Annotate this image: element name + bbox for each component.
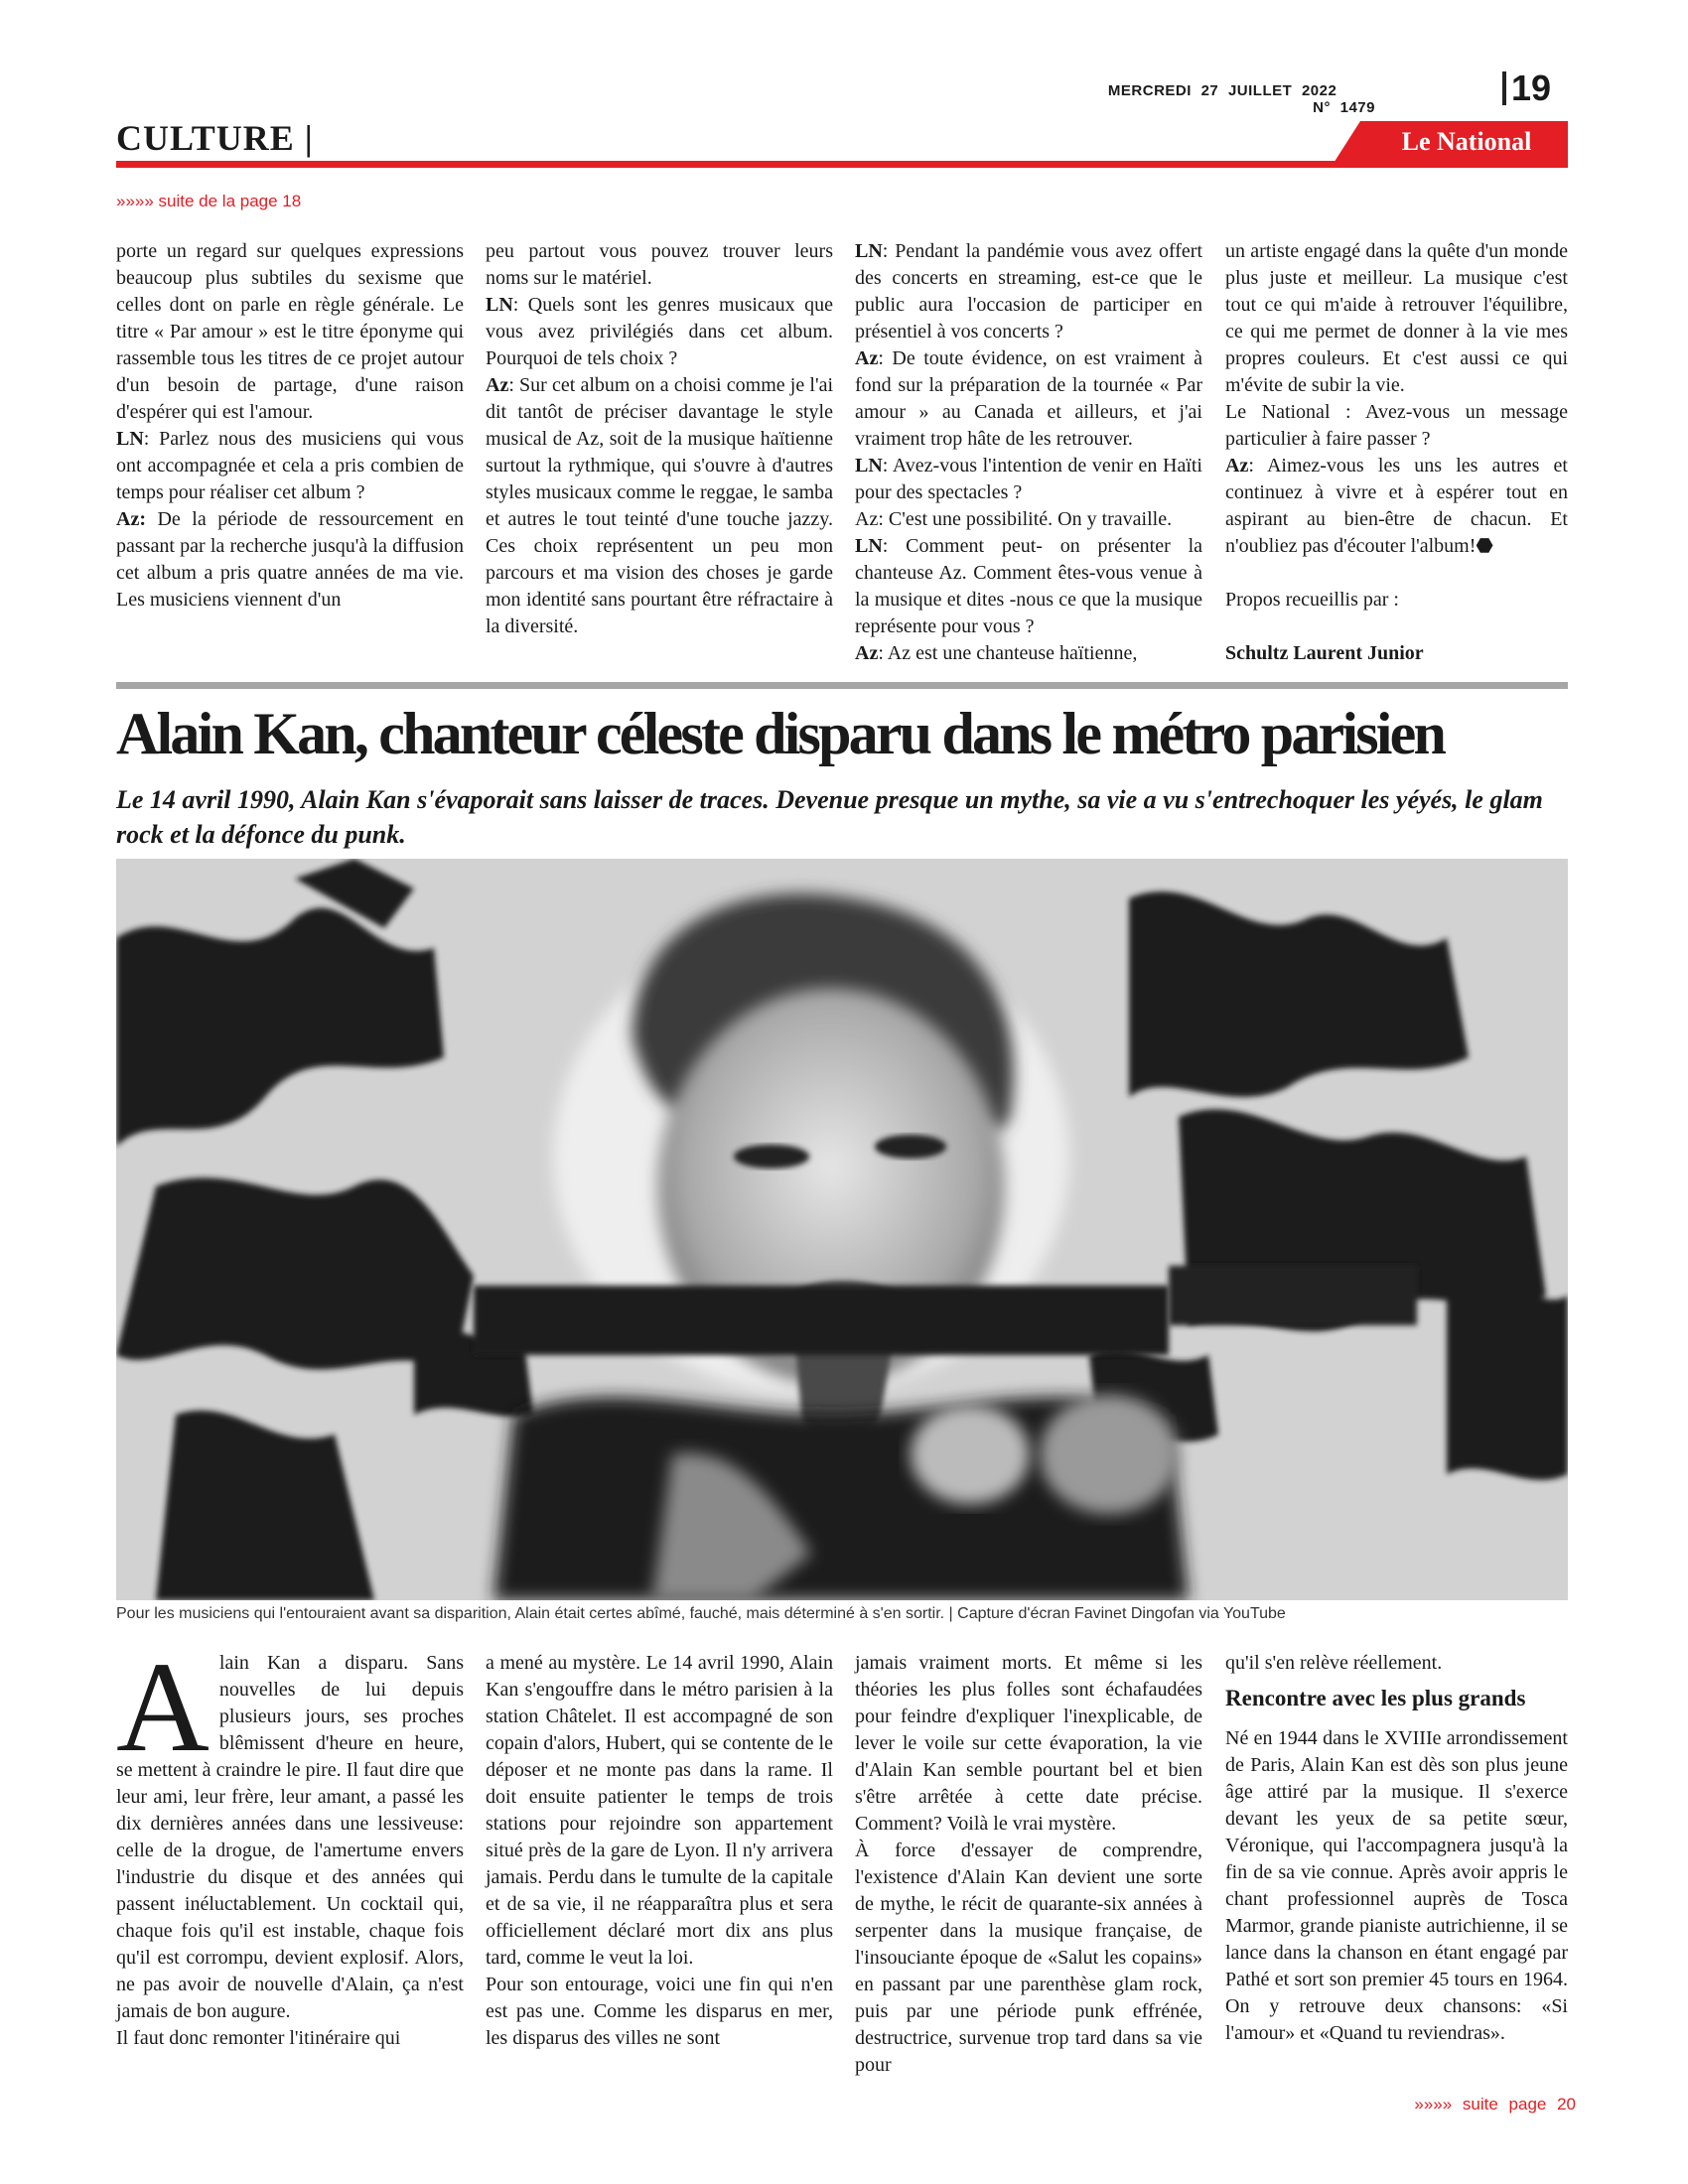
interview-text: : De toute évidence, on est vraiment à fond sur la préparation de la tournée « Par amour » au Canada et ailleurs, et j'ai vraiment trop hâte de les retrouver. [855, 347, 1202, 450]
issue-number: N° 1479 [1313, 99, 1375, 116]
interview-paragraph [855, 238, 1202, 345]
interview-column-1 [116, 238, 464, 614]
interview-paragraph [855, 533, 1202, 640]
article-paragraph: Né en 1944 dans le XVIIIe arrondissement de Paris, Alain Kan est dès son plus jeune âge attiré par la musique. Il s'exerce devant les yeux de sa petite sœur, Véronique, qui l'accompagnera jusqu'à la fin de sa vie connue. Après avoir appris le chant professionnel auprès de Tosca Marmor, grande pianiste autrichienne, il se lance dans la chanson en étant engagé par Pathé et sort son premier 45 tours en 1964. On y retrouve deux chansons: «Si l'amour» et «Quand tu reviendras». [1225, 1727, 1568, 2044]
interview-paragraph [116, 506, 464, 614]
article-column-3 [855, 1650, 1202, 2079]
interview-text: un artiste engagé dans la quête d'un monde plus juste et meilleur. La musique c'est tout ce qui m'aide à retrouver l'équilibre, ce qui me permet de donner à la vie mes propres couleurs. Et c'est aussi ce qui m'évite de subir la vie. [1225, 240, 1568, 396]
article-paragraph: À force d'essayer de comprendre, l'existence d'Alain Kan devient une sorte de mythe, le récit de quarante-six années à serpenter dans la musique française, de l'insouciante époque de «Salut les copains» en passant par une parenthèse glam rock, puis par une période punk effrénée, destructrice, survenue trop tard dans sa vie pour [855, 1840, 1202, 2076]
interview-column-3 [855, 238, 1202, 667]
interview-paragraph [855, 640, 1202, 667]
speaker-label: Az [1225, 455, 1249, 477]
interview-text: peu partout vous pouvez trouver leurs noms sur le matériel. [486, 240, 833, 289]
header-rule [116, 161, 1568, 168]
speaker-label: Az [486, 374, 509, 396]
article-headline: Alain Kan, chanteur céleste disparu dans le métro parisien [116, 701, 1445, 766]
interview-paragraph [486, 372, 833, 640]
article-paragraph: jamais vraiment morts. Et même si les théories les plus folles sont échafaudées pour feindre d'expliquer l'inexplicable, de lever le voile sur cette évaporation, la vie d'Alain Kan semble pourtant bel et bien s'être arrêtée à cette date précise. Comment? Voilà le vrai mystère. [855, 1652, 1202, 1835]
photo-caption: Pour les musiciens qui l'entouraient avant sa disparition, Alain était certes abîmé, fauché, mais déterminé à s'en sortir. | Capture d'écran Favinet Dingofan via YouTube [116, 1605, 1286, 1622]
interview-text: : Comment peut- on présenter la chanteuse Az. Comment êtes-vous venue à la musique et dites -nous ce que la musique représente pour vous ? [855, 535, 1202, 637]
speaker-label: Az: [116, 508, 146, 530]
article-subheading: Rencontre avec les plus grands [1225, 1686, 1526, 1710]
page-number: 19 [1511, 68, 1552, 108]
article-divider [116, 682, 1568, 689]
interview-paragraph [1225, 453, 1568, 560]
article-column-2 [486, 1650, 833, 2052]
interview-paragraph [1225, 399, 1568, 453]
interview-column-4 [1225, 238, 1568, 667]
interview-paragraph [486, 238, 833, 292]
interview-text: porte un regard sur quelques expressions beaucoup plus subtiles du sexisme que celles dont on parle en règle générale. Le titre « Par amour » est le titre éponyme qui rassemble tous les titres de ce projet autour d'un besoin de partage, d'une raison d'espérer qui est l'amour. [116, 240, 464, 423]
article-paragraph: lain Kan a disparu. Sans nouvelles de lui depuis plusieurs jours, ses proches blêmissent d'heure en heure, se mettent à craindre le pire. Il faut dire que leur ami, leur frère, leur amant, a passé les dix dernières années dans une lessiveuse: celle de la drogue, de l'amertume envers l'industrie du disque et des années qui passent inéluctablement. Un cocktail qui, chaque fois qu'il est instable, chaque fois qu'il est corrompu, devient explosif. Alors, ne pas avoir de nouvelle d'Alain, ça n'est jamais de bon augure. [116, 1652, 464, 2022]
interview-column-4-body [1225, 238, 1568, 560]
singer-photo-illustration [116, 859, 1568, 1600]
continued-from-link[interactable]: »»»» suite de la page 18 [116, 192, 302, 210]
interview-paragraph [1225, 238, 1568, 399]
article-column-1 [116, 1636, 464, 2052]
interview-text: : Aimez-vous les uns les autres et continuez à vivre et à espérer tout en aspirant au bien-être de chacun. Et n'oubliez pas d'écouter l'album!⬣ [1225, 455, 1568, 557]
speaker-label: Az [855, 642, 879, 664]
page-number-divider [1502, 71, 1506, 105]
interview-paragraph [116, 238, 464, 426]
interview-text: De la période de ressourcement en passant par la recherche jusqu'à la diffusion cet album a pris quatre années de ma vie. Les musiciens viennent d'un [116, 508, 464, 611]
interview-text: : Az est une chanteuse haïtienne, [878, 642, 1138, 664]
interview-paragraph [116, 426, 464, 506]
interview-paragraph [855, 345, 1202, 453]
drop-cap: A [116, 1636, 210, 1779]
continued-to-link[interactable]: »»»» suite page 20 [1414, 2095, 1576, 2114]
article-standfirst: Le 14 avril 1990, Alain Kan s'évaporait sans laisser de traces. Devenue presque un mythe, sa vie a vu s'entrechoquer les yéyés, le glam rock et la défonce du punk. [116, 785, 1543, 849]
interview-paragraph [855, 506, 1202, 533]
speaker-label: LN [855, 240, 883, 262]
speaker-label: LN [855, 455, 883, 477]
credit-name: Schultz Laurent Junior [1225, 642, 1424, 664]
article-paragraph: Il faut donc remonter l'itinéraire qui [116, 2027, 401, 2049]
article-paragraph: a mené au mystère. Le 14 avril 1990, Alain Kan s'engouffre dans le métro parisien à la station Châtelet. Il est accompagné de son copain d'alors, Hubert, qui se contente de le déposer et ne monte pas dans la rame. Il doit ensuite patienter le temps de trois stations pour rejoindre son appartement situé près de la gare de Lyon. Il n'y arrivera jamais. Perdu dans le tumulte de la capitale et de sa vie, il ne réapparaîtra plus et sera officiellement déclaré mort dix ans plus tard, comme le veut la loi. [486, 1652, 833, 1969]
brand-name: Le National [1401, 127, 1532, 156]
speaker-label: LN [486, 294, 513, 316]
interview-text: : Pendant la pandémie vous avez offert des concerts en streaming, est-ce que le public aura l'occasion de participer en présentiel à vos concerts ? [855, 240, 1202, 342]
article-photo [116, 859, 1568, 1600]
speaker-label: Az [855, 347, 879, 369]
credit-label: Propos recueillis par : [1225, 589, 1399, 611]
issue-date: MERCREDI 27 JUILLET 2022 [1107, 82, 1337, 99]
article-column-4 [1225, 1650, 1568, 2047]
interview-paragraph [486, 292, 833, 372]
interview-text: Az: C'est une possibilité. On y travaille. [855, 508, 1173, 530]
section-title: CULTURE | [116, 118, 314, 158]
interview-paragraph [855, 453, 1202, 506]
article-paragraph: Pour son entourage, voici une fin qui n'en est pas une. Comme les disparus en mer, les disparus des villes ne sont [486, 1974, 833, 2049]
interview-text: : Quels sont les genres musicaux que vous avez privilégiés dans cet album. Pourquoi de tels choix ? [486, 294, 833, 369]
issue-date-line [1087, 82, 1375, 116]
interview-text: Le National : Avez-vous un message particulier à faire passer ? [1225, 401, 1568, 450]
article-paragraph: qu'il s'en relève réellement. [1225, 1652, 1443, 1674]
interview-column-2 [486, 238, 833, 640]
speaker-label: LN [116, 428, 144, 450]
interview-text: : Sur cet album on a choisi comme je l'ai dit tantôt de préciser davantage le style musical de Az, soit de la musique haïtienne surtout la rythmique, qui s'ouvre à d'autres styles musicaux comme le reggae, le samba et autres le tout teinté d'une touche jazzy. Ces choix représentent un peu mon parcours et ma vision des choses je garde mon identité sans pourtant être réfractaire à la diversité. [486, 374, 833, 637]
speaker-label: LN [855, 535, 883, 557]
interview-text: : Parlez nous des musiciens qui vous ont accompagnée et cela a pris combien de temps pour réaliser cet album ? [116, 428, 464, 503]
interview-text: : Avez-vous l'intention de venir en Haïti pour des spectacles ? [855, 455, 1202, 503]
